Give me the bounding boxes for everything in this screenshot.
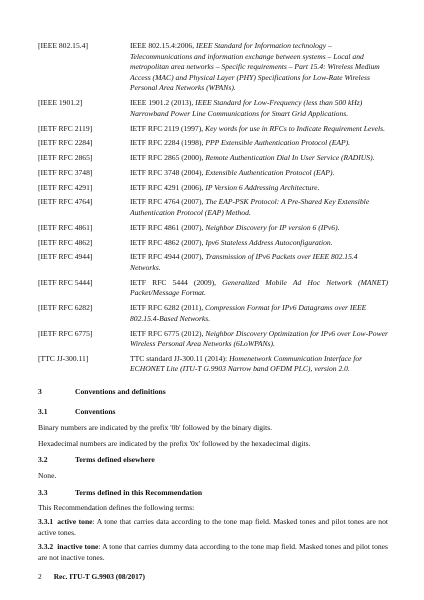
section-3-3 [38, 488, 388, 564]
reference-body: TTC standard JJ-300.11 (2014): Homenetwork Communication Interface for ECHONET Lite (ITU-T G.9903 Narrow band OFDM PLC), version 2.0. [130, 353, 363, 374]
section-3-1 [38, 407, 388, 450]
reference-entry [38, 329, 388, 350]
reference-tag: [IETF RFC 4291] [38, 182, 93, 192]
paragraph: Binary numbers are indicated by the prefix '0b' followed by the binary digits. [38, 422, 273, 432]
reference-entry [38, 41, 388, 94]
reference-body: IETF RFC 4861 (2007), Neighbor Discovery for IP version 6 (IPv6). [130, 222, 340, 232]
reference-tag: [IETF RFC 4861] [38, 222, 93, 232]
reference-body: IETF RFC 6282 (2011), Compression Format for IPv6 Datagrams over IEEE 802.15.4-Based Networks. [130, 303, 367, 323]
reference-entry [38, 153, 388, 164]
section-title: Conventions [75, 407, 116, 416]
section-title: Conventions and definitions [75, 387, 166, 396]
reference-entry [38, 98, 388, 119]
reference-entry [38, 183, 388, 194]
section-number: 3.2 [38, 455, 48, 464]
reference-tag: [IEEE 802.15.4] [38, 41, 88, 50]
reference-tag: [IETF RFC 5444] [38, 277, 93, 287]
page-number: 2 [38, 572, 42, 581]
term-definition: 3.3.1 active tone: A tone that carries data according to the tone map field. Masked tones and pilot tones are not active tones. [38, 517, 388, 537]
reference-tag: [IEEE 1901.2] [38, 98, 83, 108]
reference-body: IEEE 802.15.4:2006, IEEE Standard for Information technology – Telecommunications and information exchange between systems – Local and metropolitan area networks – Specific requirements – Part 15.4: Wireless Medium Access (MAC) and Physical Layer (PHY) Specifications for Low-Rate Wireless Personal Area Networks (WPANs). [130, 41, 380, 93]
reference-entry [38, 168, 388, 179]
page-footer [38, 572, 145, 583]
paragraph: Hexadecimal numbers are indicated by the prefix '0x' followed by the hexadecimal digits. [38, 439, 311, 449]
reference-tag: [IETF RFC 6775] [38, 328, 93, 338]
section-title: Terms defined elsewhere [75, 455, 155, 464]
section-3-2 [38, 455, 388, 481]
reference-body: IETF RFC 2865 (2000), Remote Authentication Dial In User Service (RADIUS). [130, 153, 375, 163]
section-number: 3.1 [38, 407, 48, 416]
section-number: 3 [38, 387, 42, 396]
term-definition: 3.3.2 inactive tone: A tone that carries dummy data according to the tone map field. Masked tones and pilot tones are not inactive tones. [38, 542, 389, 562]
reference-tag: [IETF RFC 4862] [38, 237, 93, 247]
reference-entry [38, 138, 388, 149]
reference-tag: [IETF RFC 4944] [38, 252, 93, 262]
reference-body: IETF RFC 4944 (2007), Transmission of IPv6 Packets over IEEE 802.15.4 Networks. [130, 252, 358, 272]
reference-entry [38, 223, 388, 234]
reference-body: IETF RFC 3748 (2004), Extensible Authentication Protocol (EAP). [130, 167, 335, 177]
reference-tag: [IETF RFC 2119] [38, 123, 93, 133]
reference-tag: [IETF RFC 2865] [38, 153, 93, 163]
recommendation-id: Rec. ITU-T G.9903 (08/2017) [53, 572, 145, 581]
reference-tag: [TTC JJ-300.11] [38, 353, 89, 363]
reference-body: IETF RFC 6775 (2012), Neighbor Discovery Optimization for IPv6 over Low-Power Wireless Personal Area Networks (6LoWPANs). [130, 328, 388, 349]
reference-tag: [IETF RFC 4764] [38, 197, 93, 207]
reference-entry [38, 278, 388, 299]
section-number: 3.3 [38, 488, 48, 497]
reference-body: IETF RFC 2119 (1997), Key words for use in RFCs to Indicate Requirement Levels. [130, 123, 386, 133]
references-list [38, 41, 388, 379]
section-title: Terms defined in this Recommendation [75, 488, 203, 497]
reference-body: IETF RFC 5444 (2009), Generalized Mobile Ad Hoc Network (MANET) Packet/Message Format. [130, 277, 388, 298]
reference-body: IETF RFC 4862 (2007), Ipv6 Stateless Address Autoconfiguration. [130, 237, 333, 247]
reference-entry [38, 197, 388, 218]
reference-tag: [IETF RFC 2284] [38, 138, 93, 148]
reference-entry [38, 252, 388, 273]
reference-body: IETF RFC 2284 (1998), PPP Extensible Authentication Protocol (EAP). [130, 138, 351, 148]
reference-entry [38, 354, 388, 375]
reference-body: IETF RFC 4764 (2007), The EAP-PSK Protocol: A Pre-Shared Key Extensible Authentication Protocol (EAP) Method. [130, 197, 370, 218]
paragraph: None. [38, 470, 57, 480]
reference-entry [38, 124, 388, 135]
reference-tag: [IETF RFC 6282] [38, 303, 93, 313]
reference-tag: [IETF RFC 3748] [38, 167, 93, 177]
reference-entry [38, 238, 388, 249]
reference-body: IEEE 1901.2 (2013), IEEE Standard for Low-Frequency (less than 500 kHz) Narrowband Power Line Communications for Smart Grid Applications. [130, 98, 363, 118]
section-3-heading [38, 387, 388, 398]
paragraph: This Recommendation defines the following terms: [38, 502, 195, 512]
term: inactive tone [57, 542, 99, 552]
term: active tone [57, 517, 93, 527]
reference-entry [38, 303, 388, 324]
reference-body: IETF RFC 4291 (2006), IP Version 6 Addressing Architecture. [130, 182, 320, 192]
